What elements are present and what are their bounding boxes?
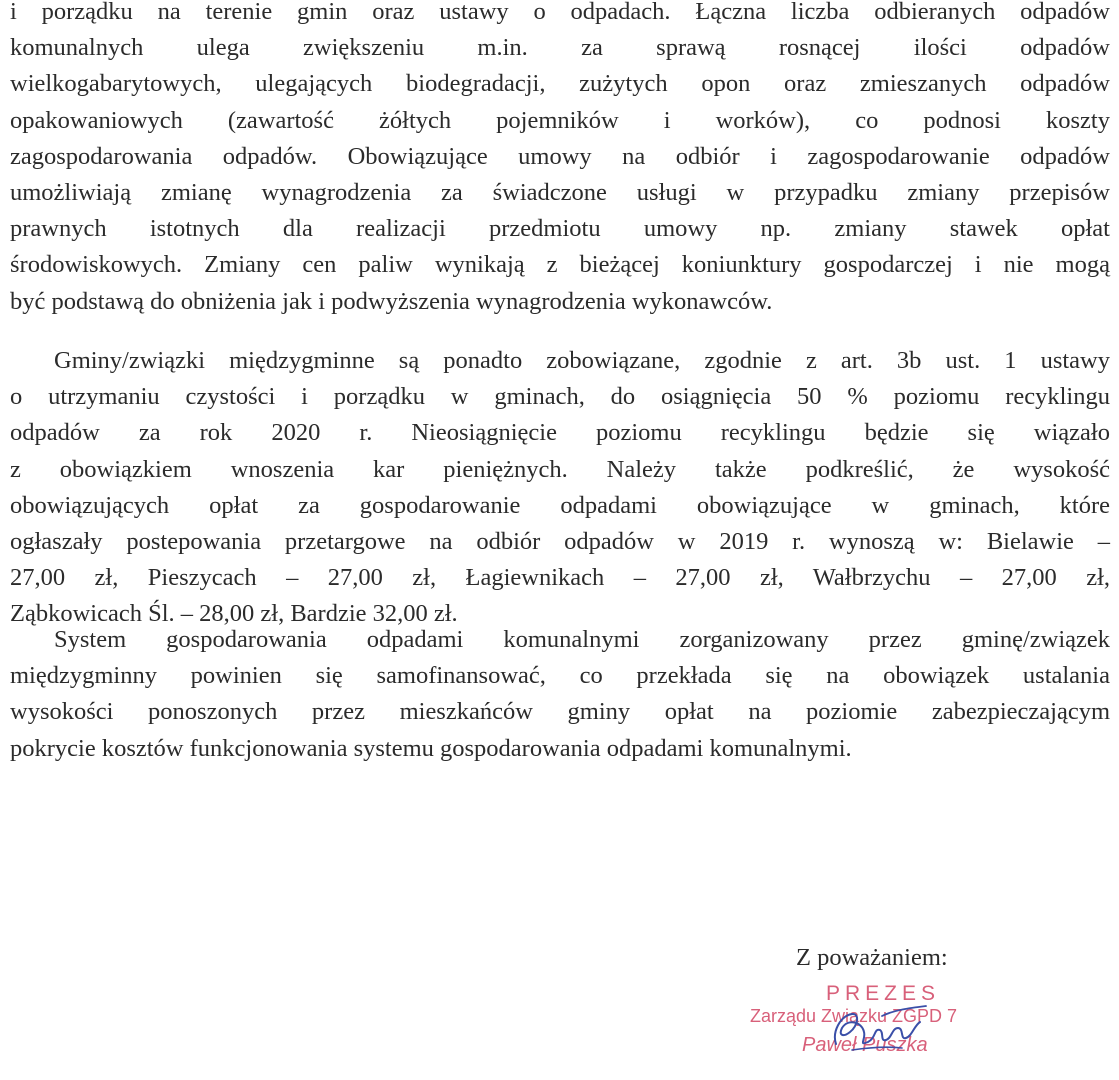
official-stamp	[742, 982, 1032, 1080]
text-line: zagospodarowania odpadów. Obowiązujące umowy na odbiór i zagospodarowanie odpadów	[10, 142, 1110, 170]
text-line: prawnych istotnych dla realizacji przedmiotu umowy np. zmiany stawek opłat	[10, 215, 1110, 243]
stamp-organization: Zarządu Związku ZGPD 7	[750, 1006, 958, 1026]
paragraph-self-financing	[10, 622, 1110, 767]
text-line: środowiskowych. Zmiany cen paliw wynikają z bieżącej koniunktury gospodarczej i nie mogą	[10, 251, 1110, 279]
text-line: z obowiązkiem wnoszenia kar pieniężnych. Należy także podkreślić, że wysokość	[10, 455, 1110, 483]
text-line: wielkogabarytowych, ulegających biodegradacji, zużytych opon oraz zmieszanych odpadów	[10, 70, 1110, 98]
closing-salutation: Z poważaniem:	[796, 944, 948, 971]
text-line: pokrycie kosztów funkcjonowania systemu gospodarowania odpadami komunalnymi.	[10, 734, 852, 762]
text-line: 27,00 zł, Pieszycach – 27,00 zł, Łagiewnikach – 27,00 zł, Wałbrzychu – 27,00 zł,	[10, 564, 1110, 592]
text-line: być podstawą do obniżenia jak i podwyższenia wynagrodzenia wykonawców.	[10, 287, 773, 315]
paragraph-fees-contracts	[10, 0, 1110, 320]
text-line: odpadów za rok 2020 r. Nieosiągnięcie poziomu recyklingu będzie się wiązało	[10, 419, 1110, 447]
text-line: i porządku na terenie gmin oraz ustawy o odpadach. Łączna liczba odbieranych odpadów	[10, 0, 1110, 25]
document-page	[10, 0, 1110, 1080]
stamp-title: PREZES	[826, 982, 941, 1005]
text-line: opakowaniowych (zawartość żółtych pojemników i worków), co podnosi koszty	[10, 106, 1110, 134]
text-line: wysokości ponoszonych przez mieszkańców gminy opłat na poziomie zabezpieczającym	[10, 698, 1110, 726]
stamp-name: Paweł Puszka	[802, 1034, 928, 1056]
text-line: międzygminny powinien się samofinansować, co przekłada się na obowiązek ustalania	[10, 662, 1110, 690]
text-line: ogłaszały postepowania przetargowe na odbiór odpadów w 2019 r. wynoszą w: Bielawie –	[10, 528, 1110, 556]
text-line: umożliwiają zmianę wynagrodzenia za świadczone usługi w przypadku zmiany przepisów	[10, 179, 1110, 207]
text-line: Ząbkowicach Śl. – 28,00 zł, Bardzie 32,00 zł.	[10, 600, 458, 628]
text-line: o utrzymaniu czystości i porządku w gminach, do osiągnięcia 50 % poziomu recyklingu	[10, 383, 1110, 411]
handwritten-signature	[822, 992, 932, 1062]
text-line: komunalnych ulega zwiększeniu m.in. za sprawą rosnącej ilości odpadów	[10, 34, 1110, 62]
paragraph-recycling-obligation	[10, 343, 1110, 633]
text-line: Gminy/związki międzygminne są ponadto zobowiązane, zgodnie z art. 3b ust. 1 ustawy	[54, 347, 1110, 374]
text-line: obowiązujących opłat za gospodarowanie odpadami obowiązujące w gminach, które	[10, 491, 1110, 519]
text-line: System gospodarowania odpadami komunalnymi zorganizowany przez gminę/związek	[54, 626, 1110, 653]
